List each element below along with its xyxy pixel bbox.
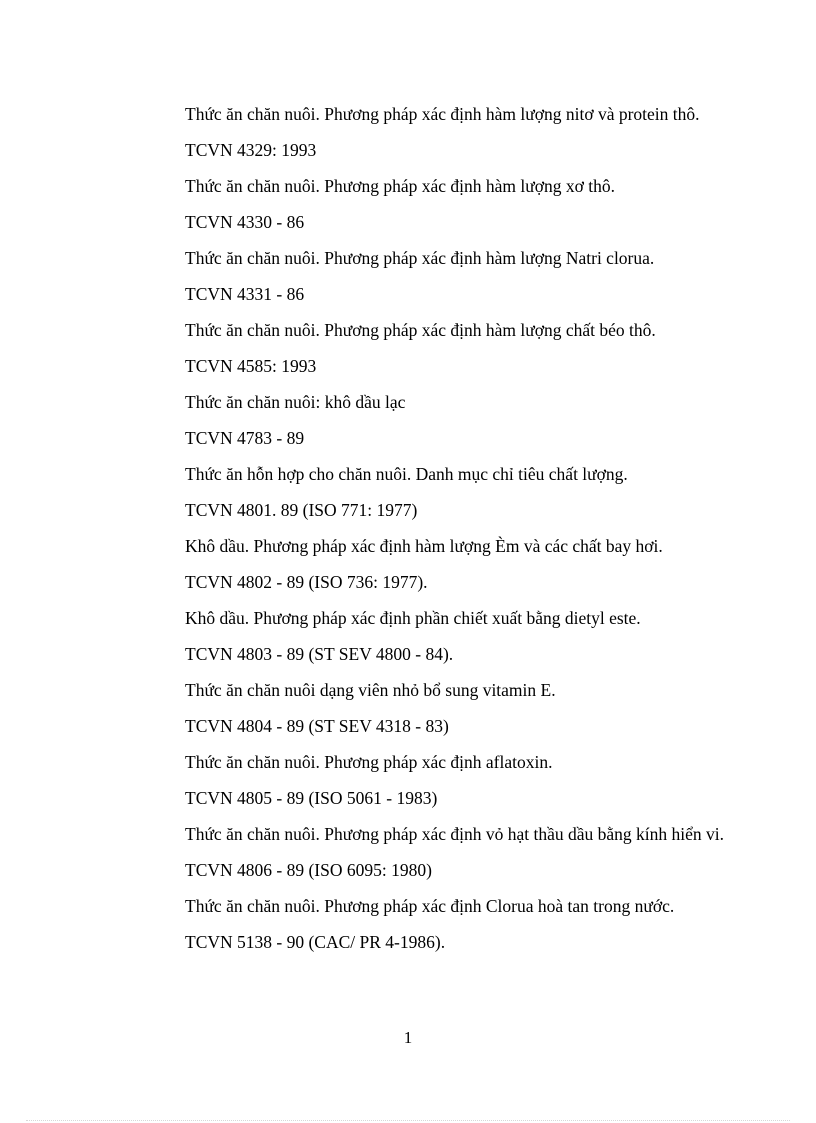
standard-code: TCVN 5138 - 90 (CAC/ PR 4-1986). [185,932,446,952]
paragraph: Thức ăn chăn nuôi. Phương pháp xác định vỏ hạt thầu dầu bằng kính hiển vi. [185,824,725,844]
paragraph: Thức ăn chăn nuôi. Phương pháp xác định hàm lượng nitơ và protein thô. [185,104,700,124]
paragraph: Thức ăn chăn nuôi. Phương pháp xác định Clorua hoà tan trong nước. [185,896,675,916]
standard-code: TCVN 4803 - 89 (ST SEV 4800 - 84). [185,644,454,664]
paragraph: Thức ăn hỗn hợp cho chăn nuôi. Danh mục chỉ tiêu chất lượng. [185,464,628,484]
paragraph: Thức ăn chăn nuôi. Phương pháp xác định aflatoxin. [185,752,553,772]
paragraph: Thức ăn chăn nuôi dạng viên nhỏ bổ sung vitamin E. [185,680,556,700]
paragraph: Thức ăn chăn nuôi. Phương pháp xác định hàm lượng chất béo thô. [185,320,656,340]
standard-code: TCVN 4804 - 89 (ST SEV 4318 - 83) [185,716,449,736]
document-body [136,100,739,964]
standard-code: TCVN 4329: 1993 [185,140,317,160]
paragraph: Khô dầu. Phương pháp xác định phần chiết xuất bằng dietyl este. [185,608,641,628]
standard-code: TCVN 4331 - 86 [185,284,305,304]
paragraph: Khô dầu. Phương pháp xác định hàm lượng Èm và các chất bay hơi. [185,536,663,556]
paragraph: Thức ăn chăn nuôi. Phương pháp xác định hàm lượng Natri clorua. [185,248,655,268]
paragraph: Thức ăn chăn nuôi. Phương pháp xác định hàm lượng xơ thô. [185,176,615,196]
standard-code: TCVN 4801. 89 (ISO 771: 1977) [185,500,418,520]
standard-code: TCVN 4585: 1993 [185,356,317,376]
standard-code: TCVN 4783 - 89 [185,428,305,448]
page-bottom-divider [26,1120,790,1121]
standard-code: TCVN 4805 - 89 (ISO 5061 - 1983) [185,788,438,808]
standard-code: TCVN 4806 - 89 (ISO 6095: 1980) [185,860,432,880]
paragraph: Thức ăn chăn nuôi: khô dầu lạc [185,392,406,412]
standard-code: TCVN 4802 - 89 (ISO 736: 1977). [185,572,428,592]
page-number: 1 [403,1028,413,1047]
standard-code: TCVN 4330 - 86 [185,212,305,232]
